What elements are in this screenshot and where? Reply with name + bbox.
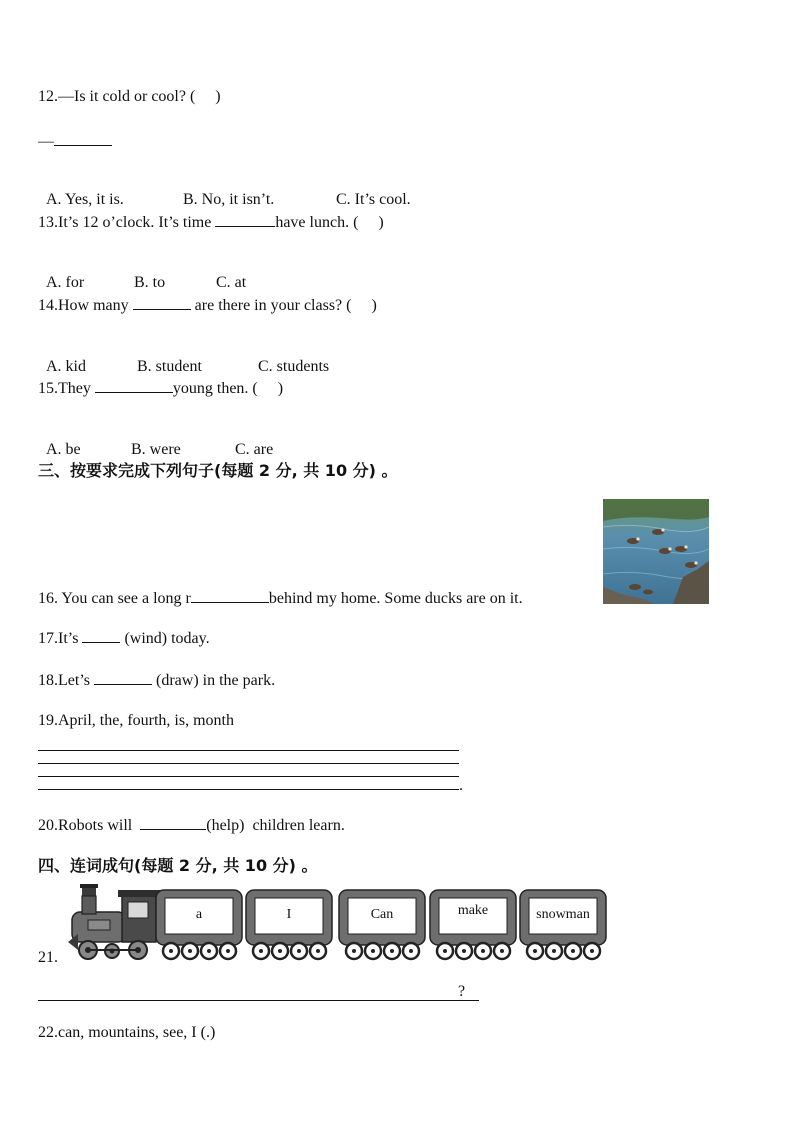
q16-sentence: 16. You can see a long r behind my home. Some ducks are on it. — [38, 590, 523, 607]
q22-words: 22.can, mountains, see, I (.) — [38, 1024, 216, 1041]
q13-stem: 13.It’s 12 o’clock. It’s time have lunch. ( ) — [38, 214, 384, 231]
train-car — [429, 889, 517, 961]
answer-rule[interactable] — [38, 1000, 479, 1001]
duck-pond-photo — [603, 499, 709, 604]
q12-stem: 12.—Is it cold or cool? ( ) — [38, 88, 221, 105]
option-b[interactable]: B. were — [131, 441, 181, 458]
answer-rule[interactable] — [38, 776, 459, 777]
q19-words: 19.April, the, fourth, is, month — [38, 712, 234, 729]
option-a[interactable]: A. be — [46, 441, 81, 458]
q18-sentence: 18.Let’s (draw) in the park. — [38, 672, 276, 689]
answer-blank[interactable] — [95, 378, 173, 393]
q12-options — [38, 170, 411, 210]
q14-options — [38, 337, 329, 377]
train-car — [338, 889, 426, 961]
q21-end-mark: ? — [458, 983, 466, 1000]
train-cars — [155, 889, 608, 961]
word-train — [68, 884, 608, 971]
q15-options — [38, 420, 273, 460]
locomotive-icon — [68, 884, 160, 959]
q12-answer-line: — — [38, 131, 112, 152]
q13-options — [38, 253, 246, 293]
answer-blank[interactable] — [191, 588, 269, 603]
q21-number: 21. — [38, 949, 58, 966]
answer-blank[interactable] — [82, 628, 120, 643]
car-word: I — [286, 907, 292, 922]
answer-blank[interactable] — [94, 670, 152, 685]
car-word: make — [457, 903, 489, 918]
q20-sentence: 20.Robots will (help) children learn. — [38, 817, 345, 834]
option-a[interactable]: A. Yes, it is. — [46, 191, 124, 208]
option-b[interactable]: B. to — [134, 274, 166, 291]
car-word: snowman — [536, 907, 590, 922]
train-car — [519, 889, 607, 961]
answer-blank[interactable] — [133, 295, 191, 310]
section-4-heading: 四、连词成句(每题 2 分, 共 10 分) 。 — [38, 856, 318, 875]
car-word: a — [195, 907, 203, 922]
car-word: Can — [370, 907, 394, 922]
q17-sentence: 17.It’s (wind) today. — [38, 630, 210, 647]
train-car — [245, 889, 333, 961]
answer-blank[interactable] — [215, 212, 275, 227]
option-c[interactable]: C. at — [216, 274, 247, 291]
train-car — [155, 889, 243, 961]
option-b[interactable]: B. student — [137, 358, 202, 375]
answer-blank[interactable] — [54, 131, 112, 146]
answer-blank[interactable] — [140, 815, 206, 830]
answer-rule[interactable] — [38, 763, 459, 764]
option-b[interactable]: B. No, it isn’t. — [183, 191, 275, 208]
option-a[interactable]: A. kid — [46, 358, 86, 375]
answer-rule[interactable] — [38, 750, 459, 751]
answer-rule[interactable] — [38, 789, 459, 790]
option-a[interactable]: A. for — [46, 274, 85, 291]
option-c[interactable]: C. are — [235, 441, 274, 458]
q15-stem: 15.They young then. ( ) — [38, 380, 284, 397]
section-3-heading: 三、按要求完成下列句子(每题 2 分, 共 10 分) 。 — [38, 461, 398, 480]
q19-end-mark: . — [459, 777, 463, 794]
option-c[interactable]: C. It’s cool. — [336, 191, 411, 208]
q14-stem: 14.How many are there in your class? ( ) — [38, 297, 377, 314]
option-c[interactable]: C. students — [258, 358, 330, 375]
